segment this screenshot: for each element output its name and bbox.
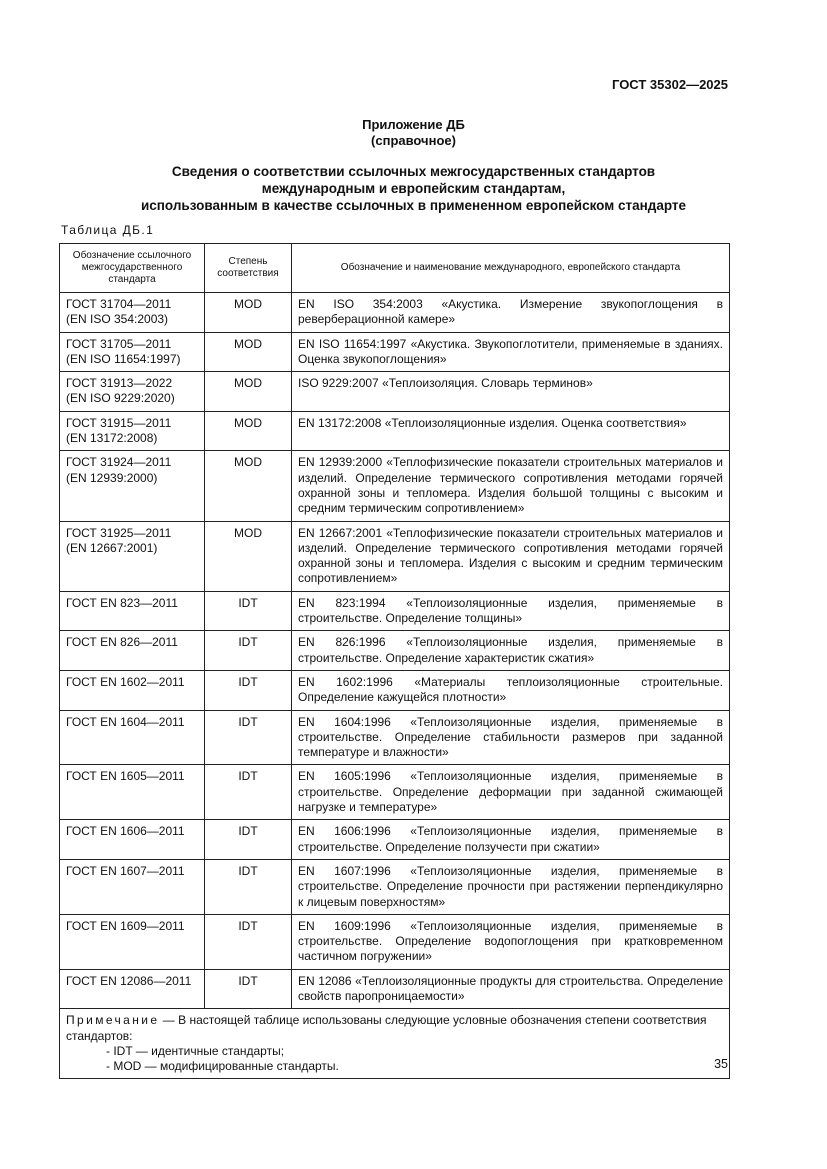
note-row — [60, 1009, 730, 1079]
standard-code-cell: ГОСТ EN 12086—2011 — [60, 969, 205, 1009]
standard-name-cell: EN 1604:1996 «Теплоизоляционные изделия, применяемые в строительстве. Определение стабильности размеров при заданной температуре и влажности» — [292, 710, 730, 765]
correspondence-table — [59, 243, 730, 1079]
note-body: — В настоящей таблице использованы следующие условные обозначения степени соответствия стандартов: — [66, 1013, 707, 1043]
degree-cell: IDT — [205, 765, 292, 820]
standard-code-cell: ГОСТ EN 1607—2011 — [60, 859, 205, 914]
standard-name-cell: EN ISO 11654:1997 «Акустика. Звукопоглотители, применяемые в зданиях. Оценка звукопоглощения» — [292, 332, 730, 372]
degree-cell: MOD — [205, 451, 292, 521]
heading-line-2: международным и европейским стандартам, — [261, 181, 566, 196]
document-code: ГОСТ 35302—2025 — [612, 77, 728, 92]
standard-code-cell: ГОСТ EN 1606—2011 — [60, 820, 205, 860]
table-body — [60, 293, 730, 1009]
standard-code-cell: ГОСТ 31924—2011 (EN 12939:2000) — [60, 451, 205, 521]
table-row — [60, 332, 730, 372]
table-row — [60, 372, 730, 412]
standard-name-cell: EN 1607:1996 «Теплоизоляционные изделия, применяемые в строительстве. Определение прочности при растяжении перпендикулярно к лицевым поверхностям» — [292, 859, 730, 914]
heading-line-1: Сведения о соответствии ссылочных межгосударственных стандартов — [171, 164, 656, 179]
standard-code-cell: ГОСТ EN 823—2011 — [60, 591, 205, 631]
standard-name-cell: EN ISO 354:2003 «Акустика. Измерение звукопоглощения в реверберационной камере» — [292, 293, 730, 333]
degree-cell: MOD — [205, 293, 292, 333]
degree-cell: IDT — [205, 710, 292, 765]
degree-cell: IDT — [205, 591, 292, 631]
appendix-title: Приложение ДБ — [362, 117, 465, 132]
table-header-row — [60, 244, 730, 293]
column-header-code: Обозначение ссылочного межгосударственного стандарта — [60, 244, 205, 293]
degree-cell: IDT — [205, 670, 292, 710]
standard-code-cell: ГОСТ 31925—2011 (EN 12667:2001) — [60, 521, 205, 591]
standard-code-cell: ГОСТ 31704—2011 (EN ISO 354:2003) — [60, 293, 205, 333]
table-row — [60, 451, 730, 521]
degree-cell: IDT — [205, 914, 292, 969]
table-row — [60, 631, 730, 671]
table-row — [60, 591, 730, 631]
degree-cell: MOD — [205, 521, 292, 591]
table-caption: Таблица ДБ.1 — [61, 223, 155, 237]
standard-name-cell: EN 1602:1996 «Материалы теплоизоляционные строительные. Определение кажущейся плотности» — [292, 670, 730, 710]
table-row — [60, 670, 730, 710]
note-item-idt: - IDT — идентичные стандарты; — [106, 1043, 285, 1058]
table-row — [60, 411, 730, 451]
note-item-mod: - MOD — модифицированные стандарты. — [106, 1059, 339, 1074]
heading-line-3: использованным в качестве ссылочных в примененном европейском стандарте — [140, 198, 687, 213]
standard-code-cell: ГОСТ EN 826—2011 — [60, 631, 205, 671]
standard-code-cell: ГОСТ EN 1609—2011 — [60, 914, 205, 969]
standard-code-cell: ГОСТ 31913—2022 (EN ISO 9229:2020) — [60, 372, 205, 412]
standard-code-cell: ГОСТ 31705—2011 (EN ISO 11654:1997) — [60, 332, 205, 372]
degree-cell: MOD — [205, 332, 292, 372]
standard-name-cell: EN 826:1996 «Теплоизоляционные изделия, применяемые в строительстве. Определение характеристик сжатия» — [292, 631, 730, 671]
table-row — [60, 710, 730, 765]
standard-name-cell: ISO 9229:2007 «Теплоизоляция. Словарь терминов» — [292, 372, 730, 412]
table-row — [60, 859, 730, 914]
section-heading — [0, 163, 827, 214]
degree-cell: MOD — [205, 411, 292, 451]
table-row — [60, 914, 730, 969]
standard-code-cell: ГОСТ EN 1605—2011 — [60, 765, 205, 820]
table-row — [60, 765, 730, 820]
degree-cell: IDT — [205, 820, 292, 860]
degree-cell: IDT — [205, 969, 292, 1009]
standard-name-cell: EN 12939:2000 «Теплофизические показатели строительных материалов и изделий. Определение термического сопротивления методами горячей охранной зоны и тепломера. Изделия большой толщины с высоким и средним термическим сопротивлением» — [292, 451, 730, 521]
table-row — [60, 820, 730, 860]
note-text — [66, 1013, 723, 1044]
degree-cell: IDT — [205, 859, 292, 914]
table-row — [60, 293, 730, 333]
degree-cell: IDT — [205, 631, 292, 671]
note-label: Примечание — [66, 1013, 160, 1028]
page-number: 35 — [714, 1057, 728, 1071]
standard-name-cell: EN 1609:1996 «Теплоизоляционные изделия, применяемые в строительстве. Определение водопоглощения при кратковременном частичном погружении» — [292, 914, 730, 969]
appendix-title-block — [0, 117, 827, 149]
standard-code-cell: ГОСТ 31915—2011 (EN 13172:2008) — [60, 411, 205, 451]
standard-name-cell: EN 12086 «Теплоизоляционные продукты для строительства. Определение свойств паропроницаемости» — [292, 969, 730, 1009]
standard-name-cell: EN 12667:2001 «Теплофизические показатели строительных материалов и изделий. Определение термического сопротивления методами горячей охранной зоны и тепломера. Изделия с высоким и средним термическим сопротивлением» — [292, 521, 730, 591]
standard-code-cell: ГОСТ EN 1604—2011 — [60, 710, 205, 765]
table-note — [60, 1009, 730, 1079]
column-header-name: Обозначение и наименование международного, европейского стандарта — [292, 244, 730, 293]
table-row — [60, 521, 730, 591]
column-header-degree: Степень соответствия — [205, 244, 292, 293]
table-row — [60, 969, 730, 1009]
standard-name-cell: EN 823:1994 «Теплоизоляционные изделия, применяемые в строительстве. Определение толщины» — [292, 591, 730, 631]
standard-name-cell: EN 13172:2008 «Теплоизоляционные изделия. Оценка соответствия» — [292, 411, 730, 451]
degree-cell: MOD — [205, 372, 292, 412]
appendix-subtitle: (справочное) — [371, 133, 456, 148]
standard-code-cell: ГОСТ EN 1602—2011 — [60, 670, 205, 710]
standard-name-cell: EN 1606:1996 «Теплоизоляционные изделия, применяемые в строительстве. Определение ползучести при сжатии» — [292, 820, 730, 860]
standard-name-cell: EN 1605:1996 «Теплоизоляционные изделия, применяемые в строительстве. Определение деформации при заданной сжимающей нагрузке и температуре» — [292, 765, 730, 820]
